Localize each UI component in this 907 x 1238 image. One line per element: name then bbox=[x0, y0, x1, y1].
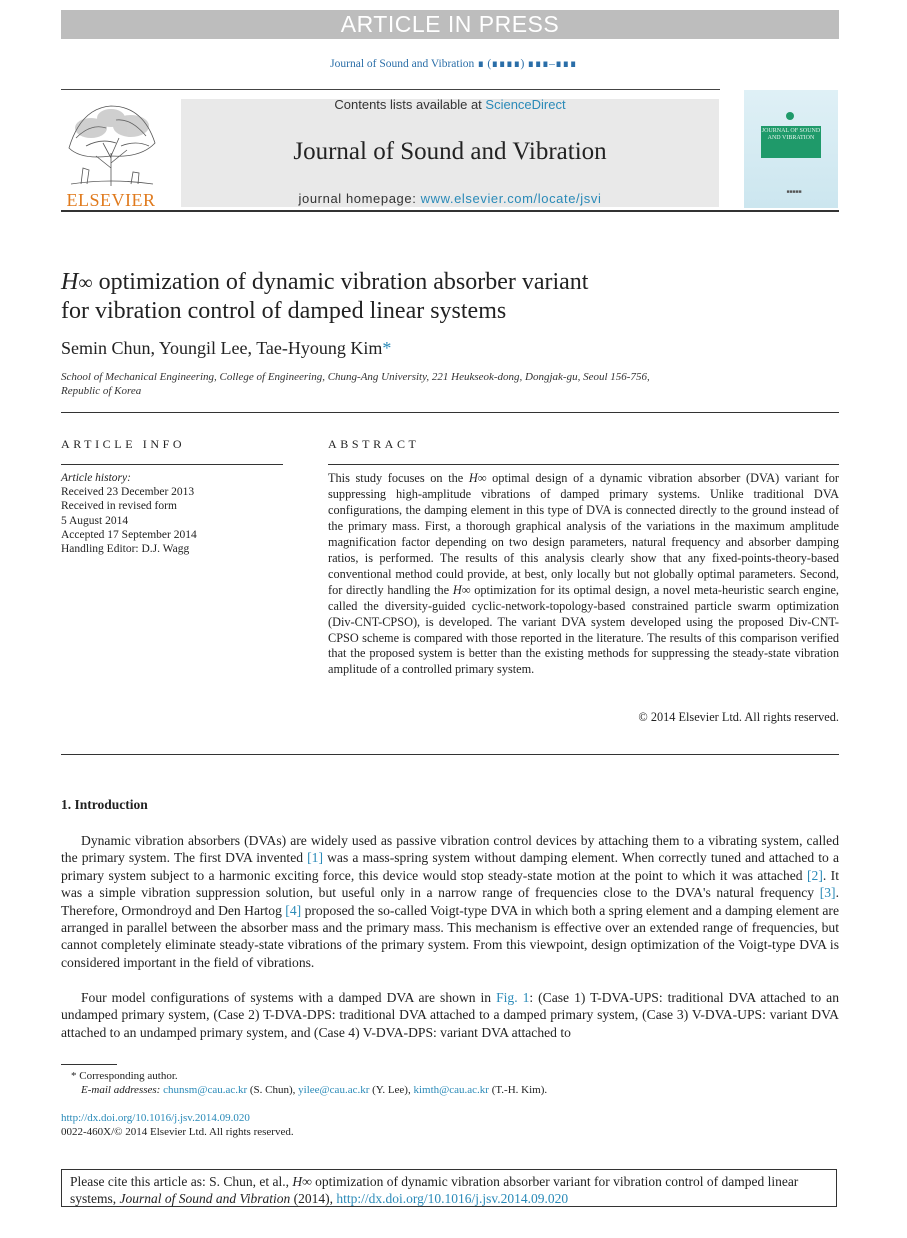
article-info-heading: ARTICLE INFO bbox=[61, 437, 186, 451]
journal-title: Journal of Sound and Vibration bbox=[293, 138, 607, 165]
issn-line: 0022-460X/© 2014 Elsevier Ltd. All rights reserved. bbox=[61, 1126, 294, 1138]
contents-line bbox=[181, 97, 719, 112]
citation-link[interactable]: [3] bbox=[819, 885, 836, 901]
header-bottom-rule bbox=[61, 210, 839, 212]
history-item: 5 August 2014 bbox=[61, 514, 129, 527]
journal-cover-thumbnail bbox=[744, 90, 838, 208]
doi-line bbox=[61, 1112, 250, 1124]
elsevier-wordmark: ELSEVIER bbox=[66, 190, 156, 210]
citation-link[interactable]: [1] bbox=[307, 850, 323, 866]
cover-emblem-icon bbox=[786, 112, 794, 120]
title-line2: for vibration control of damped linear systems bbox=[61, 298, 507, 324]
article-in-press-banner: ARTICLE IN PRESS bbox=[61, 10, 839, 39]
email-addresses: E-mail addresses: chunsm@cau.ac.kr (S. Chun), yilee@cau.ac.kr (Y. Lee), kimth@cau.ac.kr (T.-H. Kim). bbox=[81, 1084, 548, 1096]
header-top-rule bbox=[61, 89, 720, 90]
doi-link[interactable]: http://dx.doi.org/10.1016/j.jsv.2014.09.020 bbox=[61, 1112, 250, 1124]
history-item: Received 23 December 2013 bbox=[61, 486, 195, 499]
article-history bbox=[61, 471, 283, 556]
homepage-prefix: journal homepage: bbox=[298, 191, 421, 206]
contents-prefix: Contents lists available at bbox=[334, 97, 486, 112]
figure-link[interactable]: Fig. 1 bbox=[496, 990, 530, 1005]
h-infinity-symbol: H∞ bbox=[452, 582, 471, 597]
cover-title: JOURNAL OF SOUND AND VIBRATION bbox=[761, 126, 821, 158]
divider bbox=[61, 754, 839, 755]
cover-publisher-mark: ■■■■■ bbox=[786, 190, 802, 195]
cite-this-article-box: Please cite this article as: S. Chun, et al., H∞ optimization of dynamic vibration absorber variant for vibration control of damped linear systems, Journal of Sound and Vibration (2014), http://dx.doi.org/10.1016/j.jsv.2014.09.020 bbox=[61, 1169, 837, 1207]
history-item: Received in revised form bbox=[61, 500, 177, 513]
history-item: Handling Editor: D.J. Wagg bbox=[61, 543, 190, 556]
history-item: Accepted 17 September 2014 bbox=[61, 528, 197, 541]
intro-paragraph-1: Dynamic vibration absorbers (DVAs) are widely used as passive vibration control devices by attaching them to a vibrating system, called the primary system. The first DVA invented [1] was a mass-spring system without damping element. When correctly tuned and attached to a primary system subject to a harmonic exciting force, this device would stop steady-state motion at the point to which it was attached [2]. It was a simple vibration suppression solution, but useful only in a narrow range of frequencies close to the DVA's natural frequency [3]. Therefore, Ormondroyd and Den Hartog [4] proposed the so-called Voigt-type DVA in which both a spring element and a damping element are arranged in parallel between the absorber mass and the primary mass. This mechanism is effective over an extended range of frequencies, but cannot completely eliminate steady-state vibrations of the primary system. From this viewpoint, design optimization of the Voigt-type DVA is considered important in the field of vibrations. bbox=[61, 833, 839, 970]
cite-doi-link[interactable]: http://dx.doi.org/10.1016/j.jsv.2014.09.020 bbox=[336, 1191, 569, 1206]
abstract-text: This study focuses on the H∞ optimal design of a dynamic vibration absorber (DVA) variant for suppressing high-amplitude vibrations of damped primary systems. Unlike traditional DVA configurations, the damping element in this type of DVA is connected directly to the ground instead of the primary mass. First, a thorough graphical analysis of the variations in the maximum amplitude magnification factor depending on two design parameters, natural frequency and absorber damping ratios, is performed. The results of this analysis clearly show that any fixed-points-theory-based conventional method could provide, at best, only locally but not globally optimal parameters. Second, for directly handling the H∞ optimization for its optimal design, a novel meta-heuristic search engine, called the diversity-guided cyclic-network-topology-based constrained particle swarm optimization (Div-CNT-CPSO), is developed. The variant DVA system developed using the proposed Div-CNT-CPSO scheme is compared with those reported in the literature. The results of this comparison verified that the proposed system is better than the existing methods for suppressing the steady-state vibration amplitude of a controlled primary system. bbox=[328, 471, 839, 677]
intro-paragraph-2: Four model configurations of systems with a damped DVA are shown in Fig. 1: (Case 1) T-DVA-UPS: traditional DVA attached to an undamped primary system, (Case 2) T-DVA-DPS: traditional DVA attached to a damped primary system, (Case 3) V-DVA-UPS: variant DVA attached to an undamped primary system, and (Case 4) V-DVA-DPS: variant DVA attached to bbox=[61, 990, 840, 1040]
sciencedirect-link[interactable]: ScienceDirect bbox=[485, 97, 566, 112]
article-info-rule bbox=[61, 464, 283, 465]
cite-journal-name: Journal of Sound and Vibration bbox=[119, 1191, 291, 1206]
affiliation bbox=[61, 370, 741, 398]
homepage-line bbox=[181, 191, 719, 206]
email-link[interactable]: chunsm@cau.ac.kr bbox=[163, 1084, 248, 1096]
corresponding-author-note: * Corresponding author. bbox=[71, 1070, 178, 1082]
title-line1: optimization of dynamic vibration absorber variant bbox=[92, 269, 589, 295]
email-link[interactable]: kimth@cau.ac.kr bbox=[413, 1084, 489, 1096]
citation-link[interactable]: [4] bbox=[285, 902, 302, 918]
article-title bbox=[61, 268, 841, 325]
author-list bbox=[61, 338, 391, 359]
divider bbox=[61, 412, 839, 413]
footnote-rule bbox=[61, 1064, 117, 1065]
history-label: Article history: bbox=[61, 472, 131, 484]
affiliation-line1: School of Mechanical Engineering, College of Engineering, Chung-Ang University, 221 Heukseok-dong, Dongjak-gu, Seoul 156-756, bbox=[61, 371, 650, 383]
h-infinity-symbol: H∞ bbox=[468, 471, 487, 485]
abstract-copyright: © 2014 Elsevier Ltd. All rights reserved. bbox=[638, 710, 839, 724]
abstract-rule bbox=[328, 464, 839, 465]
abstract-heading: ABSTRACT bbox=[328, 437, 420, 451]
authors: Semin Chun, Youngil Lee, Tae-Hyoung Kim bbox=[61, 338, 383, 358]
journal-reference: Journal of Sound and Vibration ∎ (∎∎∎∎) ∎∎∎–∎∎∎ bbox=[330, 58, 577, 70]
citation-link[interactable]: [2] bbox=[807, 867, 823, 883]
homepage-link[interactable]: www.elsevier.com/locate/jsvi bbox=[420, 191, 602, 206]
corresponding-author-mark[interactable]: * bbox=[382, 338, 392, 358]
h-infinity-symbol: H∞ bbox=[292, 1174, 312, 1189]
section-heading-introduction: 1. Introduction bbox=[61, 797, 148, 812]
email-link[interactable]: yilee@cau.ac.kr bbox=[298, 1084, 370, 1096]
title-h-infinity: H∞ bbox=[61, 269, 93, 295]
affiliation-line2: Republic of Korea bbox=[61, 385, 142, 397]
